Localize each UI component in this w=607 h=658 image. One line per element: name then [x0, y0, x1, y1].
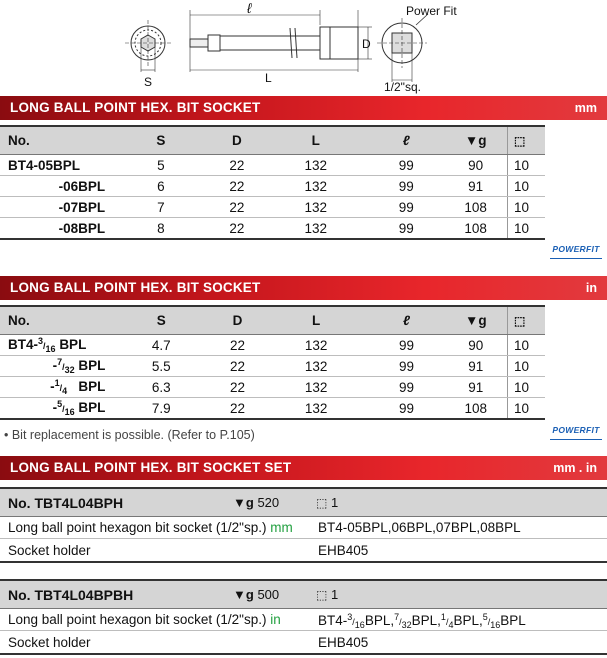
- mm-section-title: LONG BALL POINT HEX. BIT SOCKET: [10, 100, 261, 115]
- mm-table-header: [0, 126, 545, 155]
- mm-section-unit: mm: [574, 101, 597, 115]
- row-l: 132: [264, 377, 369, 398]
- row-s: 5.5: [111, 356, 211, 377]
- row-d: 22: [211, 356, 264, 377]
- header-qty: [507, 126, 545, 155]
- set2-description-row: [0, 608, 607, 631]
- row-no: -08BPL: [0, 218, 111, 240]
- table-row: [0, 155, 545, 176]
- ell-dimension-label: ℓ: [247, 0, 252, 16]
- row-g: 91: [445, 356, 508, 377]
- header-no: No.: [0, 126, 111, 155]
- row-qty: 10: [507, 197, 545, 218]
- set2-description: Long ball point hexagon bit socket (1/2"sp.) in: [8, 612, 281, 627]
- row-qty: 10: [507, 218, 545, 240]
- header-weight: ▼g: [445, 306, 508, 335]
- set-section-unit: mm . in: [553, 461, 597, 475]
- row-d: 22: [211, 398, 264, 420]
- box-icon: ⬚: [316, 588, 328, 602]
- in-section-header: [0, 276, 607, 300]
- mm-spec-table: [0, 125, 545, 240]
- row-qty: 10: [507, 398, 545, 420]
- set-section-title: LONG BALL POINT HEX. BIT SOCKET SET: [10, 460, 292, 475]
- header-no: No.: [0, 306, 111, 335]
- header-s: S: [111, 126, 210, 155]
- row-s: 6.3: [111, 377, 211, 398]
- row-g: 108: [444, 218, 507, 240]
- set1-description: Long ball point hexagon bit socket (1/2"sp.) mm: [8, 520, 293, 535]
- table-row: [0, 176, 545, 197]
- set1-holder-row: [0, 539, 607, 563]
- set2-title-row: [0, 579, 607, 609]
- row-no: $-^5/_{16}$ BPL: [0, 398, 111, 420]
- table-row: [0, 356, 545, 377]
- set2-number: No. TBT4L04BPBH: [8, 587, 134, 603]
- row-ell: 99: [368, 218, 444, 240]
- header-l: L: [264, 306, 369, 335]
- row-ell: 99: [368, 356, 444, 377]
- row-l: 132: [263, 176, 368, 197]
- header-d: D: [211, 306, 264, 335]
- row-l: 132: [264, 398, 369, 420]
- row-s: 8: [111, 218, 210, 240]
- set-section-header: [0, 456, 607, 480]
- square-drive-label: 1/2"sq.: [384, 80, 421, 94]
- set1-number: No. TBT4L04BPH: [8, 495, 124, 511]
- row-d: 22: [211, 377, 264, 398]
- weight-triangle-icon: ▼: [464, 133, 479, 148]
- row-no: -06BPL: [0, 176, 111, 197]
- box-icon: ⬚: [316, 496, 328, 510]
- set2-holder-label: Socket holder: [8, 635, 91, 650]
- row-ell: 99: [368, 176, 444, 197]
- row-g: 90: [445, 335, 508, 356]
- socket-side-view: [190, 10, 372, 72]
- square-drive-end-view: [377, 14, 428, 82]
- set2-holder-row: [0, 631, 607, 655]
- d-dimension-label: D: [362, 37, 371, 51]
- set2-weight: ▼g 500: [233, 587, 280, 602]
- in-table-header: [0, 306, 545, 335]
- set1-holder: EHB405: [318, 543, 369, 558]
- table-row: [0, 398, 545, 420]
- row-d: 22: [211, 218, 264, 240]
- row-ell: 99: [368, 398, 444, 420]
- row-qty: 10: [507, 155, 545, 176]
- row-d: 22: [211, 176, 264, 197]
- header-d: D: [211, 126, 264, 155]
- box-icon: ⬚: [513, 314, 526, 328]
- row-ell: 99: [368, 377, 444, 398]
- in-spec-table: [0, 305, 545, 420]
- row-ell: 99: [368, 155, 444, 176]
- table-row: [0, 377, 545, 398]
- row-no: $-^1/_4$ BPL: [0, 377, 111, 398]
- set1-items: BT4-05BPL,06BPL,07BPL,08BPL: [318, 520, 521, 535]
- table-row: [0, 197, 545, 218]
- set1-holder-label: Socket holder: [8, 543, 91, 558]
- set2-items: $BT4-^3/_{16}BPL,^7/_{32}BPL,^1/_4BPL,^5/_{16}BPL$: [318, 612, 526, 630]
- row-qty: 10: [507, 176, 545, 197]
- table-row: [0, 218, 545, 240]
- powerfit-logo: POWERFIT: [550, 425, 602, 440]
- row-qty: 10: [507, 335, 545, 356]
- set1-weight: ▼g 520: [233, 495, 280, 510]
- weight-triangle-icon: ▼: [233, 495, 246, 510]
- row-qty: 10: [507, 356, 545, 377]
- product-diagram: [0, 0, 607, 95]
- row-no: $-^7/_{32}$ BPL: [0, 356, 111, 377]
- row-l: 132: [264, 335, 369, 356]
- row-ell: 99: [368, 197, 444, 218]
- set1-description-row: [0, 516, 607, 539]
- power-fit-label: Power Fit: [406, 4, 457, 18]
- header-qty: [507, 306, 545, 335]
- row-qty: 10: [507, 377, 545, 398]
- weight-triangle-icon: ▼: [464, 313, 479, 328]
- row-g: 91: [444, 176, 507, 197]
- row-no: -07BPL: [0, 197, 111, 218]
- mm-section-header: [0, 96, 607, 120]
- s-dimension-label: S: [144, 75, 153, 89]
- set2-holder: EHB405: [318, 635, 369, 650]
- row-s: 5: [111, 155, 210, 176]
- header-ell: ℓ: [368, 306, 444, 335]
- table-row: [0, 335, 545, 356]
- row-no: $BT4-^3/_{16}$ BPL: [0, 335, 111, 356]
- row-l: 132: [263, 155, 368, 176]
- powerfit-logo: POWERFIT: [550, 244, 602, 259]
- row-g: 90: [444, 155, 507, 176]
- row-no: BT4-05BPL: [0, 155, 111, 176]
- header-weight: ▼g: [444, 126, 507, 155]
- hex-end-view: [125, 20, 171, 72]
- row-d: 22: [211, 155, 264, 176]
- weight-triangle-icon: ▼: [233, 587, 246, 602]
- row-g: 108: [444, 197, 507, 218]
- l-dimension-label: L: [265, 71, 272, 85]
- row-l: 132: [264, 356, 369, 377]
- row-l: 132: [263, 218, 368, 240]
- row-s: 4.7: [111, 335, 211, 356]
- box-icon: ⬚: [513, 134, 526, 148]
- row-ell: 99: [368, 335, 444, 356]
- row-g: 91: [445, 377, 508, 398]
- row-g: 108: [445, 398, 508, 420]
- set1-title-row: [0, 487, 607, 517]
- row-s: 6: [111, 176, 210, 197]
- in-section-unit: in: [585, 281, 597, 295]
- set2-qty: ⬚ 1: [316, 587, 339, 602]
- header-ell: ℓ: [368, 126, 444, 155]
- set1-qty: ⬚ 1: [316, 495, 339, 510]
- row-l: 132: [263, 197, 368, 218]
- row-d: 22: [211, 197, 264, 218]
- row-s: 7.9: [111, 398, 211, 420]
- in-section-title: LONG BALL POINT HEX. BIT SOCKET: [10, 280, 261, 295]
- row-s: 7: [111, 197, 210, 218]
- bit-replacement-note: • Bit replacement is possible. (Refer to P.105): [4, 428, 255, 442]
- header-s: S: [111, 306, 211, 335]
- row-d: 22: [211, 335, 264, 356]
- header-l: L: [263, 126, 368, 155]
